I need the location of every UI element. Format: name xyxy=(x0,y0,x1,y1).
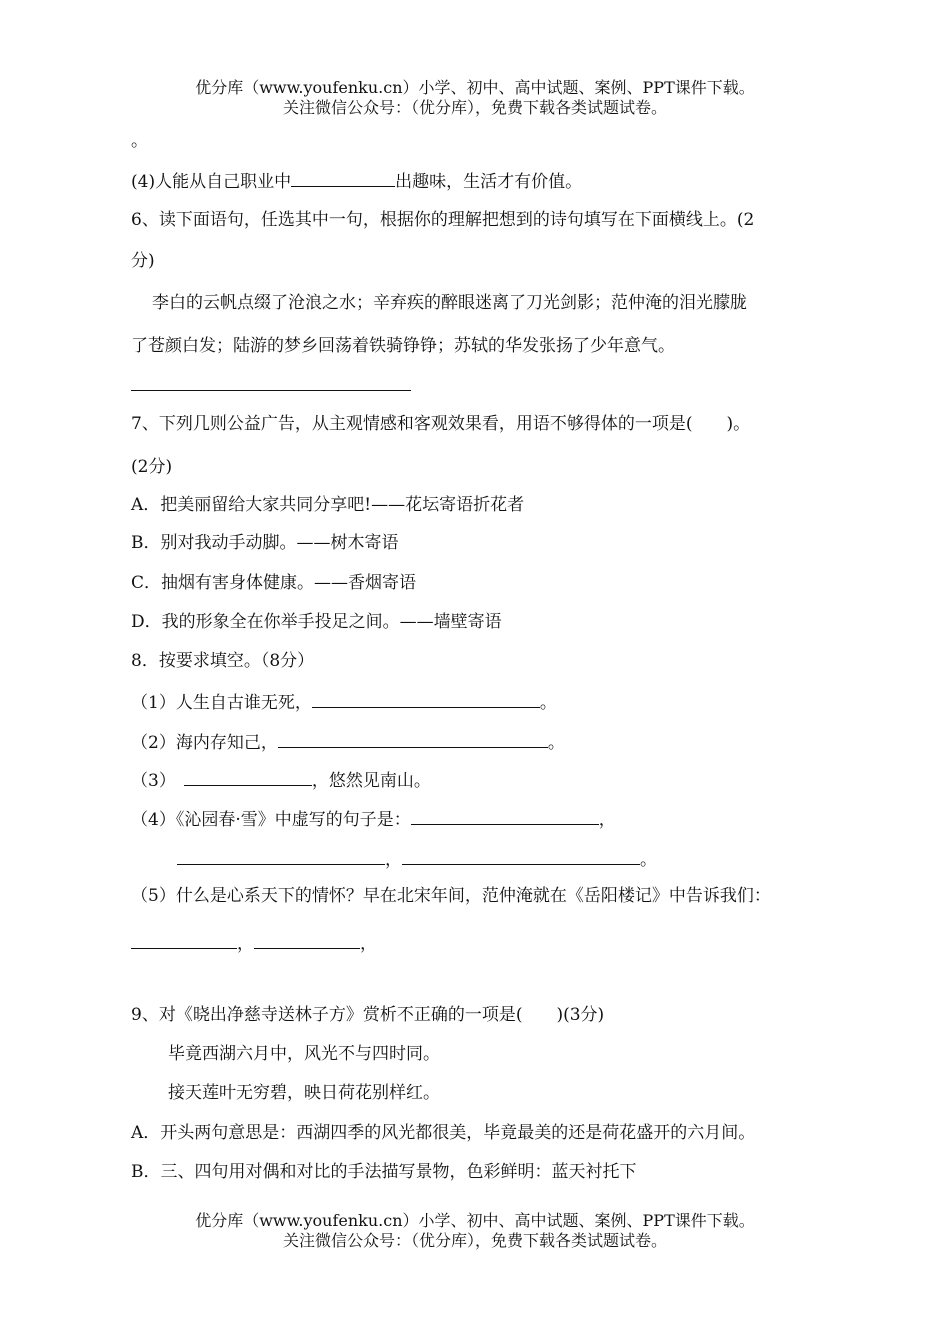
question-6-passage-2: 了苍颜白发；陆游的梦乡回荡着铁骑铮铮；苏轼的华发张扬了少年意气。 xyxy=(131,336,675,356)
q8-5-comma-2: ， xyxy=(360,934,377,954)
question-7-option-a: A．把美丽留给大家共同分享吧!——花坛寄语折花者 xyxy=(131,495,525,515)
q8-1-answer-blank[interactable] xyxy=(312,689,540,708)
q8-3-prefix: （3） xyxy=(131,771,176,791)
header-line-1: 优分库（www.youfenku.cn）小学、初中、高中试题、案例、PPT课件下载。 xyxy=(195,78,755,97)
question-7-option-d: D．我的形象全在你举手投足之间。——墙壁寄语 xyxy=(131,612,502,632)
question-7-line-2: (2分) xyxy=(131,457,173,477)
q8-5-answer-blank-1[interactable] xyxy=(131,930,237,949)
question-9-option-b: B．三、四句用对偶和对比的手法描写景物，色彩鲜明：蓝天衬托下 xyxy=(131,1162,637,1182)
q8-4-answer-blank-2[interactable] xyxy=(177,846,385,865)
question-8-item-4 xyxy=(131,806,616,831)
question-9-poem-line-2: 接天莲叶无穷碧，映日荷花别样红。 xyxy=(168,1083,440,1103)
question-8-item-5: （5）什么是心系天下的情怀？早在北宋年间，范仲淹就在《岳阳楼记》中告诉我们： xyxy=(131,886,771,906)
q8-2-answer-blank[interactable] xyxy=(278,729,548,748)
question-8-title: 8．按要求填空。（8分） xyxy=(131,651,315,671)
q8-2-prefix: （2）海内存知己， xyxy=(131,733,278,753)
question-7-option-b: B．别对我动手动脚。——树木寄语 xyxy=(131,533,399,553)
question-9-poem-line-1: 毕竟西湖六月中，风光不与四时同。 xyxy=(168,1044,440,1064)
question-8-item-5-answers xyxy=(131,930,377,955)
question-9-line-1: 9、对《晓出净慈寺送林子方》赏析不正确的一项是( )(3分) xyxy=(131,1005,605,1025)
q8-1-prefix: （1）人生自古谁无死， xyxy=(131,693,312,713)
question-8-item-4-continued xyxy=(177,846,657,871)
q8-2-suffix: 。 xyxy=(547,733,565,753)
q8-4-prefix: （4）《沁园春·雪》中虚写的句子是： xyxy=(131,810,411,830)
q8-4-answer-blank-3[interactable] xyxy=(402,846,640,865)
question-9-option-a: A．开头两句意思是：西湖四季的风光都很美，毕竟最美的还是荷花盛开的六月间。 xyxy=(131,1123,756,1143)
q8-5-comma-1: ， xyxy=(237,934,254,954)
question-6-answer-line[interactable] xyxy=(131,390,411,391)
question-6-line-1: 6、读下面语句，任选其中一句，根据你的理解把想到的诗句填写在下面横线上。(2 xyxy=(131,210,755,230)
q8-4-answer-blank-1[interactable] xyxy=(411,806,599,825)
q8-3-answer-blank[interactable] xyxy=(184,767,312,786)
q5-4-answer-blank[interactable] xyxy=(291,168,395,187)
q8-4-mid-comma: ， xyxy=(385,850,402,870)
q8-5-answer-blank-2[interactable] xyxy=(254,930,360,949)
page-footer xyxy=(0,1211,950,1251)
page-header xyxy=(0,78,950,118)
q5-4-prefix: (4)人能从自己职业中 xyxy=(131,172,292,192)
footer-line-2: 关注微信公众号：（优分库），免费下载各类试题试卷。 xyxy=(282,1231,667,1250)
question-8-item-1 xyxy=(131,689,557,714)
q8-4-end-period: 。 xyxy=(640,850,657,870)
question-7-option-c: C．抽烟有害身体健康。——香烟寄语 xyxy=(131,573,417,593)
q8-3-suffix: ，悠然见南山。 xyxy=(311,771,431,791)
q8-1-suffix: 。 xyxy=(539,693,557,713)
question-6-passage-1: 李白的云帆点缀了沧浪之水；辛弃疾的醉眼迷离了刀光剑影；范仲淹的泪光朦胧 xyxy=(152,293,747,313)
question-5-item-4 xyxy=(131,168,582,193)
question-6-line-2: 分) xyxy=(131,251,155,271)
continuation-dot: 。 xyxy=(131,131,148,151)
q5-4-suffix: 出趣味，生活才有价值。 xyxy=(395,172,583,192)
question-7-line-1: 7、下列几则公益广告，从主观情感和客观效果看，用语不够得体的一项是( )。 xyxy=(131,414,751,434)
question-8-item-3 xyxy=(131,767,431,792)
question-8-item-2 xyxy=(131,729,565,754)
header-line-2: 关注微信公众号：（优分库），免费下载各类试题试卷。 xyxy=(282,98,667,117)
footer-line-1: 优分库（www.youfenku.cn）小学、初中、高中试题、案例、PPT课件下载。 xyxy=(195,1211,755,1230)
q8-4-comma: ， xyxy=(598,810,616,830)
